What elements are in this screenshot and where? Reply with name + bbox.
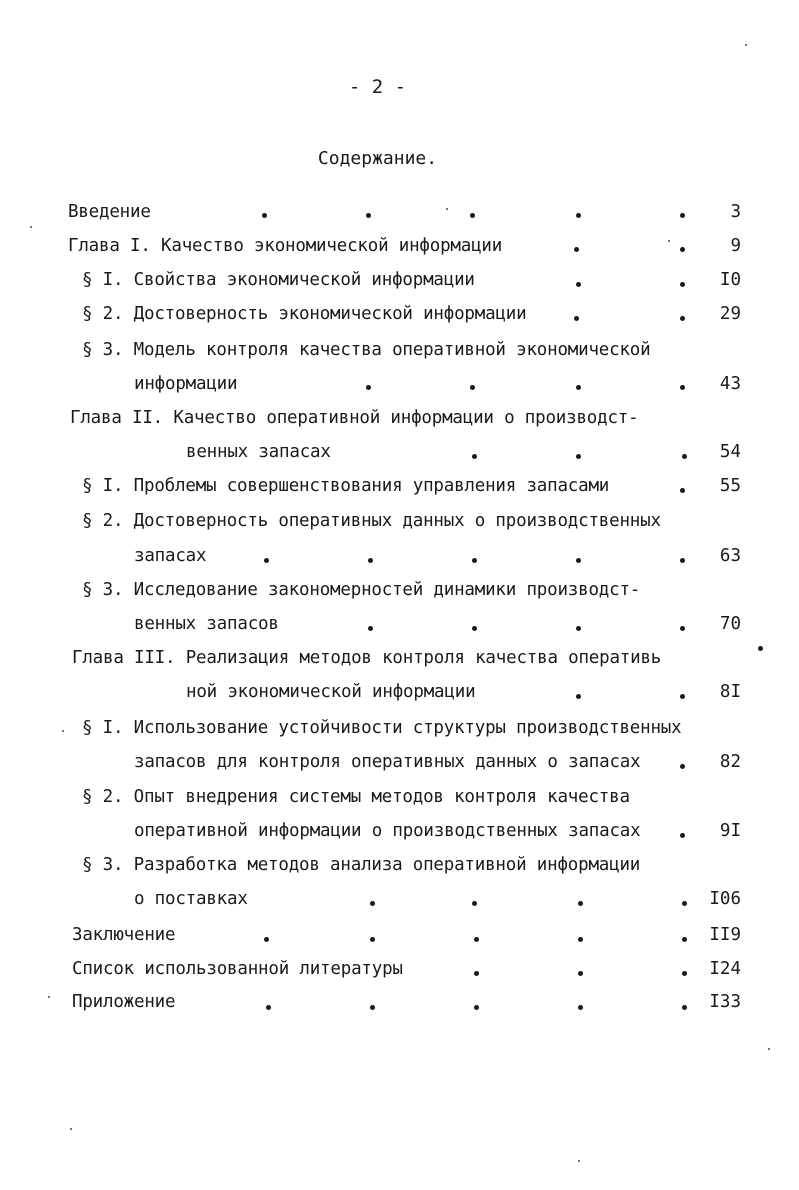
toc-entry-text: Глава II. Качество оперативной информации о производст- — [70, 408, 639, 428]
leader-dot — [578, 971, 583, 976]
toc-entry-text: Приложение — [72, 992, 176, 1012]
leader-dot — [578, 937, 583, 942]
toc-entry-text: § 3. Исследование закономерностей динамики производст- — [82, 580, 641, 600]
toc-entry-page: I33 — [709, 992, 741, 1012]
leader-dot — [574, 247, 579, 252]
toc-entry-page: II9 — [709, 925, 741, 945]
leader-dot — [682, 901, 687, 906]
leader-dot — [576, 454, 581, 459]
toc-entry-text: запасов для контроля оперативных данных о запасах — [134, 752, 641, 772]
leader-dot — [472, 558, 477, 563]
toc-entry-text: § I. Проблемы совершенствования управления запасами — [82, 476, 610, 496]
toc-entry-text: о поставках — [134, 889, 248, 909]
leader-dot — [474, 937, 479, 942]
scan-speck — [745, 44, 747, 46]
toc-entry-page: 70 — [719, 614, 741, 634]
toc-entry-text: ной экономической информации — [186, 682, 476, 702]
scan-speck — [668, 240, 670, 242]
leader-dot — [680, 488, 685, 493]
leader-dot — [472, 626, 477, 631]
toc-entry-text: венных запасов — [134, 614, 279, 634]
toc-entry-page: 43 — [719, 374, 741, 394]
leader-dot — [370, 937, 375, 942]
toc-entry-text: Введение — [68, 202, 151, 222]
toc-entry-text: информации — [134, 374, 238, 394]
leader-dot — [578, 1005, 583, 1010]
toc-entry-text: Глава I. Качество экономической информации — [68, 236, 503, 256]
leader-dot — [472, 901, 477, 906]
leader-dot — [680, 316, 685, 321]
leader-dot — [680, 626, 685, 631]
leader-dot — [266, 1005, 271, 1010]
leader-dot — [370, 901, 375, 906]
toc-entry-page: I24 — [709, 959, 741, 979]
leader-dot — [680, 694, 685, 699]
scan-speck — [578, 1160, 580, 1162]
leader-dot — [368, 626, 373, 631]
toc-entry-text: венных запасах — [186, 442, 331, 462]
leader-dot — [682, 1005, 687, 1010]
page-title: Содержание. — [317, 148, 438, 169]
scan-speck — [62, 730, 64, 732]
leader-dot — [370, 1005, 375, 1010]
toc-entry-text: § 2. Достоверность экономической информации — [82, 304, 527, 324]
leader-dot — [264, 937, 269, 942]
toc-entry-text: Список использованной литературы — [72, 959, 403, 979]
leader-dot — [576, 626, 581, 631]
leader-dot — [680, 385, 685, 390]
leader-dot — [470, 213, 475, 218]
leader-dot — [366, 213, 371, 218]
leader-dot — [682, 454, 687, 459]
leader-dot — [366, 385, 371, 390]
scan-speck — [768, 1048, 770, 1050]
toc-entry-text: Заключение — [72, 925, 176, 945]
toc-entry-page: 3 — [730, 202, 741, 222]
toc-entry-text: § 2. Достоверность оперативных данных о производственных — [82, 511, 661, 531]
leader-dot — [576, 282, 581, 287]
leader-dot — [574, 316, 579, 321]
leader-dot — [576, 385, 581, 390]
scan-speck — [446, 208, 448, 210]
leader-dot — [680, 764, 685, 769]
toc-entry-page: I06 — [709, 889, 741, 909]
scan-speck — [48, 996, 50, 998]
leader-dot — [682, 937, 687, 942]
page-number: - 2 - — [348, 76, 407, 98]
toc-entry-page: I0 — [719, 270, 741, 290]
toc-entry-page: 55 — [719, 476, 741, 496]
leader-dot — [472, 454, 477, 459]
toc-entry-text: оперативной информации о производственных запасах — [134, 821, 641, 841]
toc-entry-text: § I. Свойства экономической информации — [82, 270, 475, 290]
toc-entry-page: 54 — [719, 442, 741, 462]
toc-entry-page: 82 — [719, 752, 741, 772]
leader-dot — [474, 971, 479, 976]
leader-dot — [368, 558, 373, 563]
toc-entry-page: 29 — [719, 304, 741, 324]
leader-dot — [470, 385, 475, 390]
leader-dot — [680, 247, 685, 252]
toc-entry-page: 63 — [719, 546, 741, 566]
toc-entry-page: 9I — [719, 821, 741, 841]
leader-dot — [680, 558, 685, 563]
leader-dot — [682, 971, 687, 976]
toc-entry-text: запасах — [134, 546, 207, 566]
leader-dot — [576, 694, 581, 699]
toc-entry-text: § 3. Разработка методов анализа оперативной информации — [82, 855, 641, 875]
scan-speck — [70, 1128, 72, 1130]
toc-entry-page: 8I — [719, 682, 741, 702]
toc-entry-text: Глава III. Реализация методов контроля качества оперативь — [72, 648, 662, 668]
leader-dot — [680, 213, 685, 218]
leader-dot — [576, 558, 581, 563]
leader-dot — [262, 213, 267, 218]
toc-entry-page: 9 — [730, 236, 741, 256]
toc-entry-text: § 3. Модель контроля качества оперативной экономической — [82, 340, 651, 360]
scan-speck — [30, 226, 32, 228]
toc-entry-text: § 2. Опыт внедрения системы методов контроля качества — [82, 787, 630, 807]
leader-dot — [680, 833, 685, 838]
leader-dot — [578, 901, 583, 906]
toc-entry-text: § I. Использование устойчивости структуры производственных — [82, 718, 682, 738]
leader-dot — [576, 213, 581, 218]
scan-speck — [758, 646, 763, 651]
leader-dot — [264, 558, 269, 563]
leader-dot — [474, 1005, 479, 1010]
leader-dot — [680, 282, 685, 287]
